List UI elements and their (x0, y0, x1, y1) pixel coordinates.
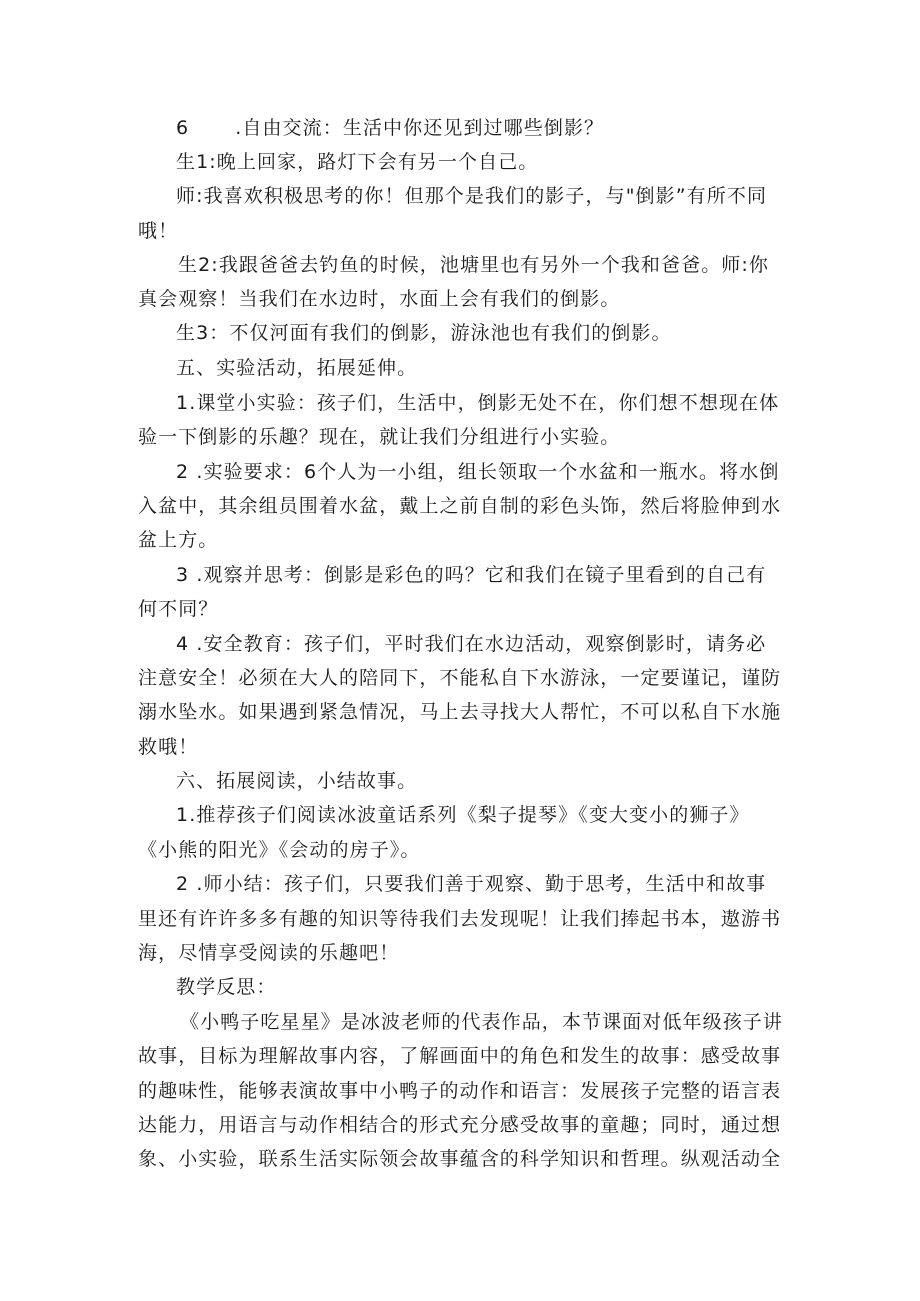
section-heading: 五、实验活动，拓展延伸。 (176, 357, 418, 379)
text-line: 真会观察！当我们在水边时，水面上会有我们的倒影。 (138, 288, 621, 310)
text-line: 何不同？ (138, 598, 219, 620)
text-line: 达能力，用语言与动作相结合的形式充分感受故事的童趣；同时，通过想 (138, 1114, 782, 1136)
text-line: 6 .自由交流：生活中你还见到过哪些倒影？ (176, 117, 605, 139)
text-line: 1.课堂小实验：孩子们，生活中，倒影无处不在，你们想不想现在体 (176, 392, 780, 414)
text-line: 《小熊的阳光》《会动的房子》。 (138, 839, 421, 861)
text-line: 盆上方。 (138, 529, 219, 551)
text-line: 哦！ (138, 220, 179, 242)
text-line: 1.推荐孩子们阅读冰波童话系列《梨子提琴》《变大变小的狮子》 (176, 804, 750, 826)
text-line: 故事，目标为理解故事内容，了解画面中的角色和发生的故事：感受故事 (138, 1045, 782, 1067)
text-line: 4 .安全教育：孩子们，平时我们在水边活动，观察倒影时，请务必 (176, 633, 767, 655)
text-line: 生1:晚上回家，路灯下会有另一个自己。 (176, 151, 539, 173)
section-heading: 教学反思： (176, 976, 277, 998)
text-line: 2 .师小结：孩子们，只要我们善于观察、勤于思考，生活中和故事 (176, 873, 767, 895)
text-line: 里还有许许多多有趣的知识等待我们去发现呢！让我们捧起书本，遨游书 (138, 908, 782, 930)
item-number: 6 (176, 117, 190, 139)
text-line: 生2:我跟爸爸去钓鱼的时候，池塘里也有另外一个我和爸爸。师:你 (178, 254, 769, 276)
text-line: 海，尽情享受阅读的乐趣吧！ (138, 942, 400, 964)
text-line: 生3：不仅河面有我们的倒影，游泳池也有我们的倒影。 (176, 322, 672, 344)
text-line: 3 .观察并思考：倒影是彩色的吗？它和我们在镜子里看到的自己有 (176, 564, 767, 586)
text-line: 《小鸭子吃星星》是冰波老师的代表作品，本节课面对低年级孩子讲 (180, 1011, 784, 1033)
section-heading: 六、拓展阅读，小结故事。 (176, 770, 418, 792)
text-line: 验一下倒影的乐趣？现在，就让我们分组进行小实验。 (138, 426, 621, 448)
text-line: 2 .实验要求：6个人为一小组，组长领取一个水盆和一瓶水。将水倒 (176, 461, 780, 483)
text-line: 的趣味性，能够表演故事中小鸭子的动作和语言：发展孩子完整的语言表 (138, 1080, 782, 1102)
text-line: 救哦！ (138, 736, 199, 758)
text-line: 象、小实验，联系生活实际领会故事蕴含的科学知识和哲理。纵观活动全 (138, 1148, 782, 1170)
text-line: 注意安全！必须在大人的陪同下，不能私自下水游泳，一定要谨记，谨防 (138, 667, 782, 689)
text-line: 入盆中，其余组员围着水盆，戴上之前自制的彩色头饰，然后将脸伸到水 (138, 495, 782, 517)
text-line: 师:我喜欢积极思考的你！但那个是我们的影子，与"倒影”有所不同 (176, 185, 768, 207)
text-line: 溺水坠水。如果遇到紧急情况，马上去寻找大人帮忙，不可以私自下水施 (138, 701, 782, 723)
